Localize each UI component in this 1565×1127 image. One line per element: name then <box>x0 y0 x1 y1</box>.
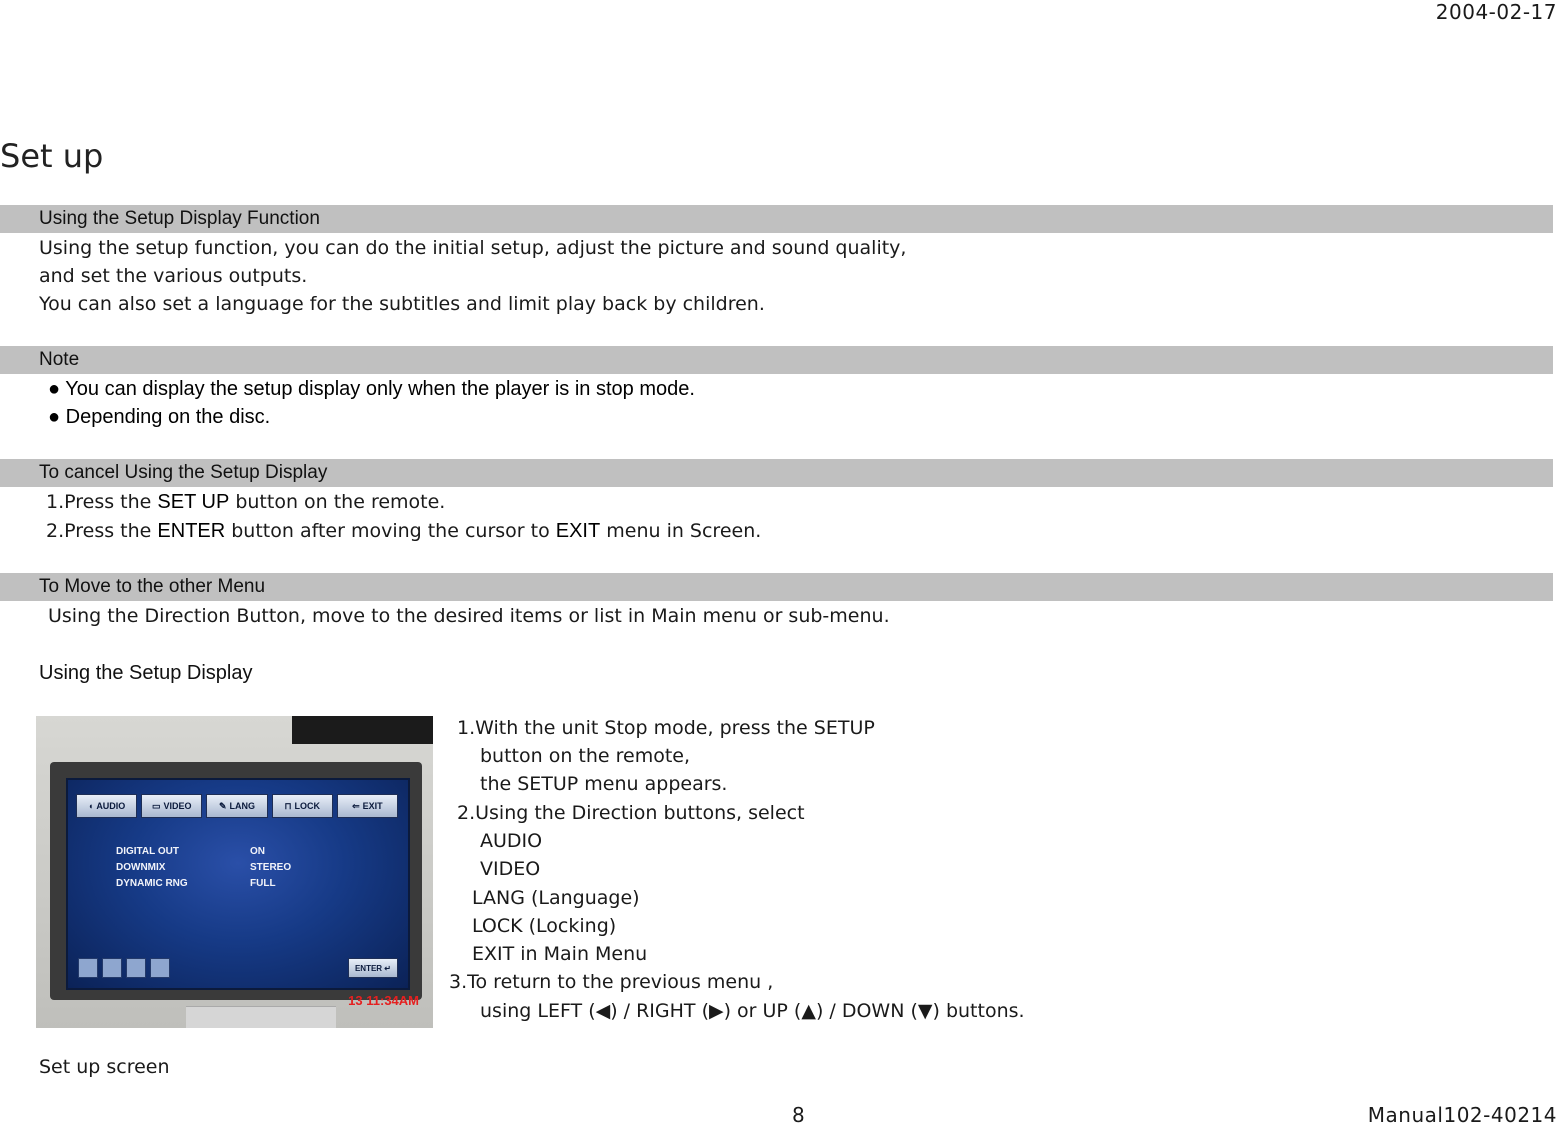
setup-step: VIDEO <box>480 858 541 880</box>
cancel-step-2 <box>46 517 761 545</box>
monitor-icon: ▭ <box>152 800 161 811</box>
setup-menu-bar <box>76 794 398 816</box>
section-heading: Note <box>39 349 80 370</box>
setup-step: LOCK (Locking) <box>472 915 617 937</box>
small-nav-icon <box>78 958 98 978</box>
small-nav-icon <box>126 958 146 978</box>
setup-step: 1.With the unit Stop mode, press the SETUP <box>457 717 875 739</box>
background-object <box>292 716 433 744</box>
manual-id: Manual102-40214 <box>1367 1103 1557 1127</box>
video-tab <box>141 794 202 818</box>
page-title: Set up <box>0 137 104 175</box>
speaker-icon: ◖ <box>87 801 94 811</box>
cancel-step-1 <box>46 488 445 516</box>
tv-screen <box>66 778 410 990</box>
page-number: 8 <box>792 1103 805 1127</box>
body-text: and set the various outputs. <box>39 265 308 287</box>
tab-label: LOCK <box>294 801 320 811</box>
setup-step: using LEFT (◀) / RIGHT (▶) or UP (▲) / DOWN (▼) buttons. <box>480 1000 1025 1022</box>
key-exit: EXIT <box>555 520 601 542</box>
setup-step: EXIT in Main Menu <box>472 943 648 965</box>
photo-timestamp: 13 11:34AM <box>348 993 419 1008</box>
small-nav-icon <box>150 958 170 978</box>
note-bullet: ● Depending on the disc. <box>48 406 271 428</box>
menu-row-value: STEREO <box>250 862 292 873</box>
lang-tab <box>206 794 267 818</box>
setup-step: 2.Using the Direction buttons, select <box>457 802 805 824</box>
subsection-heading: Using the Setup Display <box>39 662 253 684</box>
note-bullet: ● You can display the setup display only when the player is in stop mode. <box>48 378 695 400</box>
menu-row-value: ON <box>250 846 265 857</box>
enter-button: ENTER ↵ <box>348 958 398 978</box>
tab-label: LANG <box>229 801 256 811</box>
menu-row-value: FULL <box>250 878 276 889</box>
section-heading: To Move to the other Menu <box>39 576 266 597</box>
figure-caption: Set up screen <box>39 1056 170 1078</box>
document-date: 2004-02-17 <box>1435 0 1557 24</box>
body-text: Using the Direction Button, move to the desired items or list in Main menu or sub-menu. <box>48 605 890 627</box>
audio-tab <box>76 794 137 818</box>
tv-stand <box>186 1006 336 1028</box>
lock-tab <box>272 794 333 818</box>
key-setup: SET UP <box>157 491 230 513</box>
menu-row-label: DIGITAL OUT <box>116 846 179 857</box>
section-heading: Using the Setup Display Function <box>39 208 320 229</box>
section-bar-move-menu <box>0 573 1553 601</box>
language-icon: ✎ <box>218 800 227 811</box>
setup-step: button on the remote, <box>480 745 691 767</box>
setup-step: LANG (Language) <box>472 887 640 909</box>
menu-row-label: DYNAMIC RNG <box>116 878 188 889</box>
setup-step: AUDIO <box>480 830 543 852</box>
body-text: Using the setup function, you can do the initial setup, adjust the picture and sound quality, <box>39 237 907 259</box>
exit-tab <box>337 794 398 818</box>
menu-row-label: DOWNMIX <box>116 862 166 873</box>
section-bar-setup-function <box>0 205 1553 233</box>
lock-icon: ⊓ <box>284 800 292 811</box>
section-bar-cancel <box>0 459 1553 487</box>
tab-label: AUDIO <box>96 801 126 811</box>
exit-arrow-icon: ⇐ <box>352 800 360 811</box>
setup-bottom-bar <box>76 958 398 980</box>
tab-label: VIDEO <box>163 801 192 811</box>
step-text: 2.Press the <box>46 520 158 542</box>
step-text: 1.Press the <box>46 491 158 513</box>
step-text: button on the remote. <box>229 491 446 513</box>
section-bar-note <box>0 346 1553 374</box>
section-heading: To cancel Using the Setup Display <box>39 462 328 483</box>
step-text: button after moving the cursor to <box>225 520 556 542</box>
setup-step: 3.To return to the previous menu , <box>449 971 774 993</box>
setup-screen-photo <box>36 716 433 1028</box>
setup-step: the SETUP menu appears. <box>480 773 728 795</box>
tab-label: EXIT <box>362 801 383 811</box>
body-text: You can also set a language for the subtitles and limit play back by children. <box>39 293 765 315</box>
key-enter: ENTER <box>157 520 226 542</box>
small-nav-icon <box>102 958 122 978</box>
step-text: menu in Screen. <box>600 520 762 542</box>
